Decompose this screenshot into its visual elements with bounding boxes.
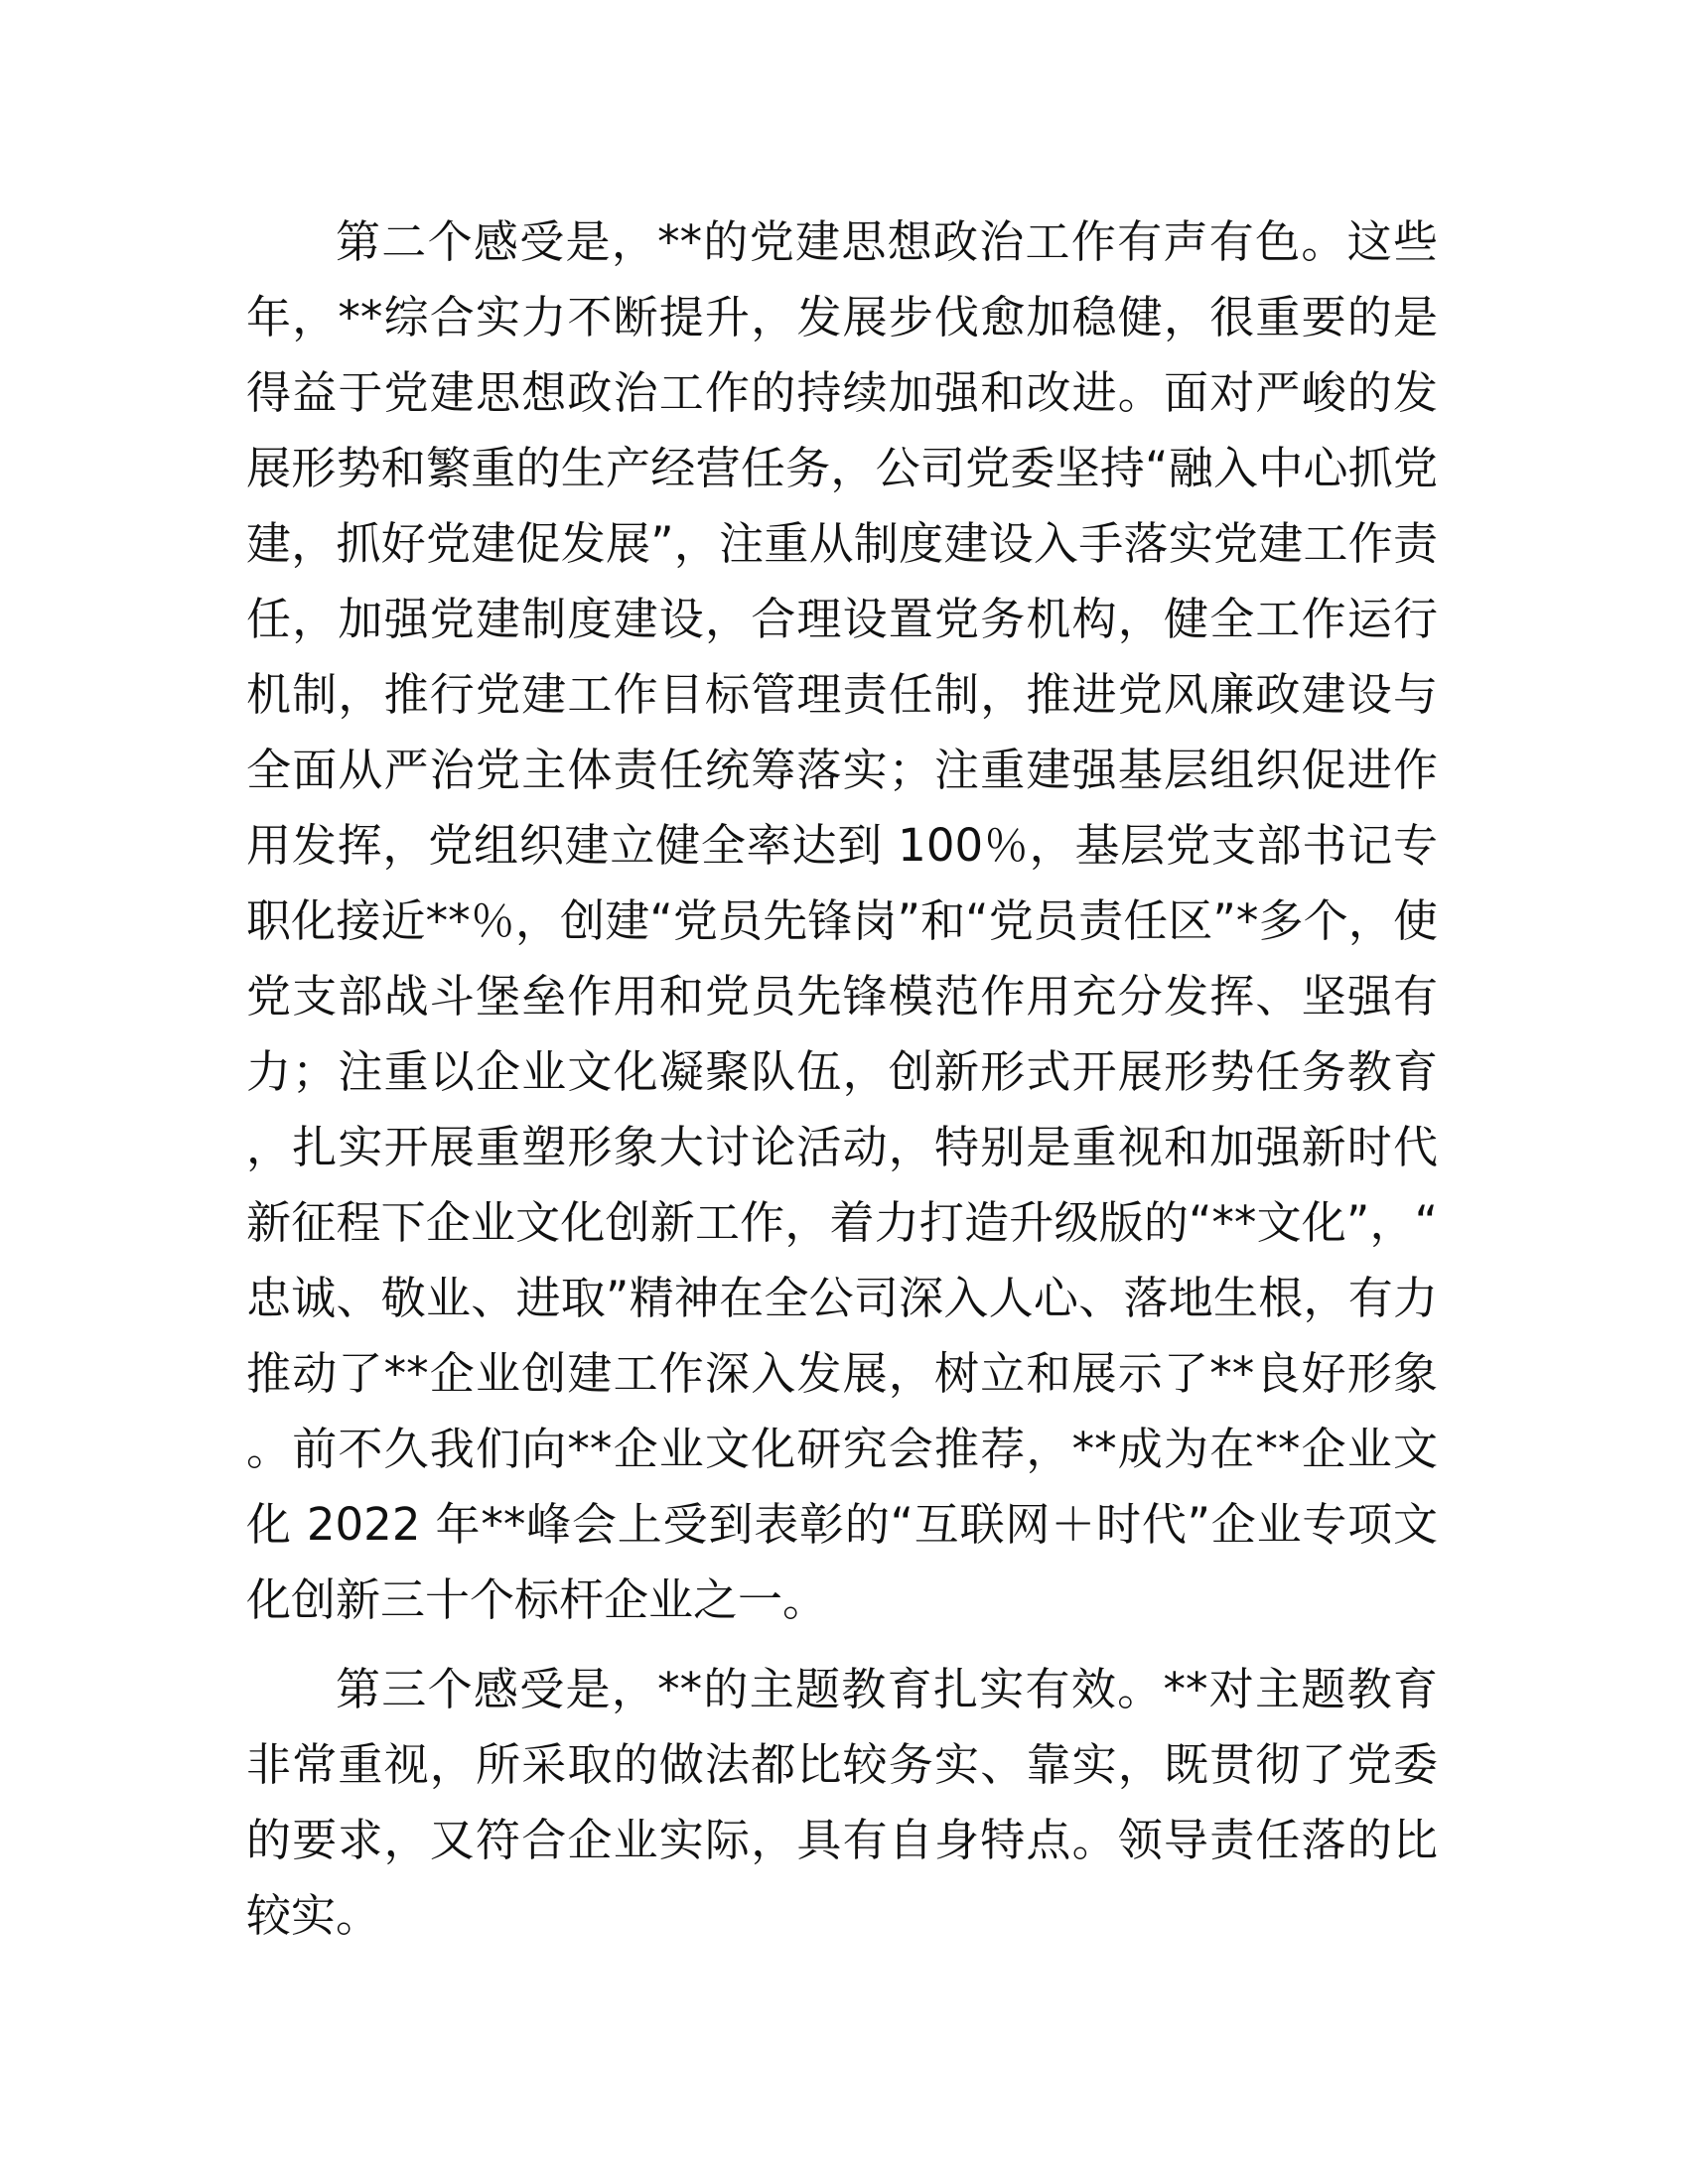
paragraph-third-impression: 第三个感受是，**的主题教育扎实有效。**对主题教育非常重视，所采取的做法都比较务实、靠实，既贯彻了党委的要求，又符合企业实际，具有自身特点。领导责任落的比较实。	[246, 1663, 1438, 1942]
paragraph-second-impression: 第二个感受是，**的党建思想政治工作有声有色。这些年，**综合实力不断提升，发展步伐愈加稳健，很重要的是得益于党建思想政治工作的持续加强和改进。面对严峻的发展形势和繁重的生产经营任务，公司党委坚持“融入中心抓党建，抓好党建促发展”，注重从制度建设入手落实党建工作责任，加强党建制度建设，合理设置党务机构，健全工作运行机制，推行党建工作目标管理责任制，推进党风廉政建设与全面从严治党主体责任统筹落实；注重建强基层组织促进作用发挥，党组织建立健全率达到 100％，基层党支部书记专职化接近**％，创建“党员先锋岗”和“党员责任区”*多个，使党支部战斗堡垒作用和党员先锋模范作用充分发挥、坚强有力；注重以企业文化凝聚队伍，创新形式开展形势任务教育，扎实开展重塑形象大讨论活动，特别是重视和加强新时代新征程下企业文化创新工作，着力打造升级版的“**文化”，“忠诚、敬业、进取”精神在全公司深入人心、落地生根，有力推动了**企业创建工作深入发展，树立和展示了**良好形象。前不久我们向**企业文化研究会推荐，**成为在**企业文化 2022 年**峰会上受到表彰的“互联网＋时代”企业专项文化创新三十个标杆企业之一。	[246, 215, 1438, 1626]
document-body	[246, 205, 1438, 1954]
